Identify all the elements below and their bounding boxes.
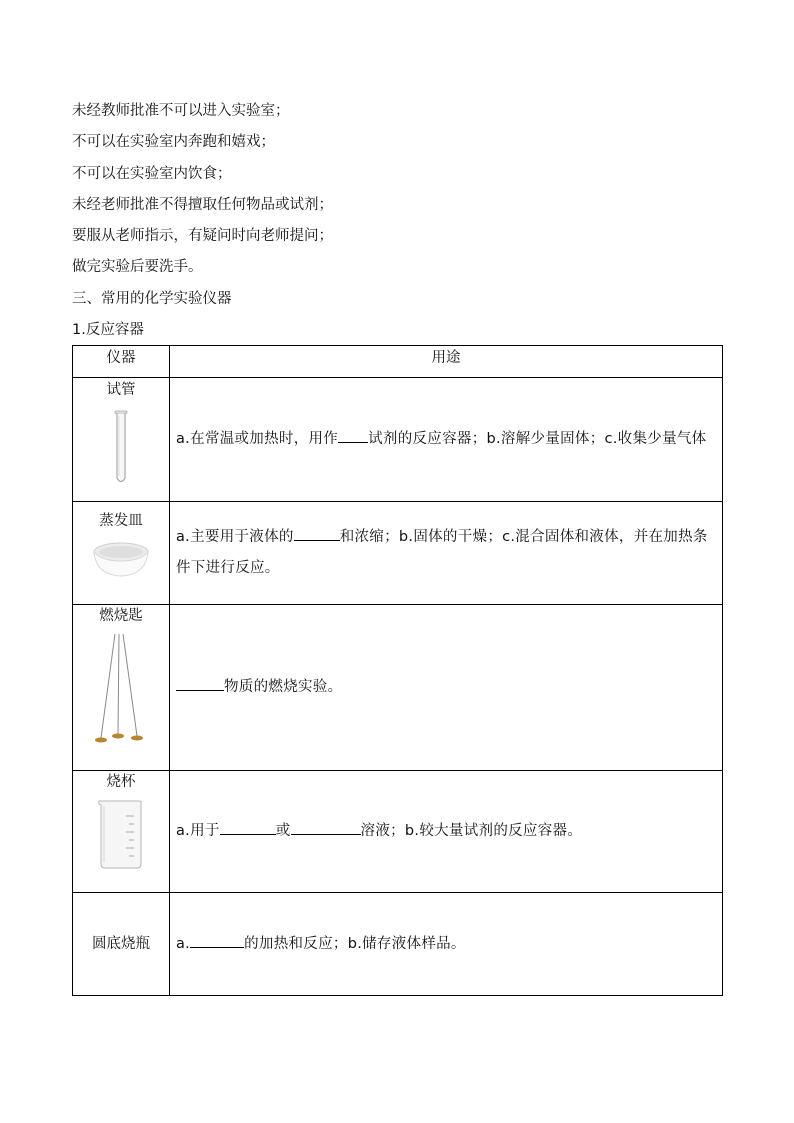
table-row [73, 771, 723, 893]
table-row [73, 378, 723, 502]
usage-text: 试剂的反应容器；b.溶解少量固体；c.收集少量气体 [368, 431, 707, 447]
instrument-cell [73, 605, 170, 771]
fill-blank [176, 674, 224, 691]
usage-text: a.主要用于液体的 [176, 529, 294, 545]
rule-line: 未经老师批准不得擅取任何物品或试剂； [72, 196, 333, 213]
header-usage: 用途 [170, 346, 723, 378]
section-title: 三、常用的化学实验仪器 [72, 291, 232, 307]
test-tube-icon [111, 410, 131, 486]
rule-line: 不可以在实验室内饮食； [72, 165, 232, 182]
usage-cell [170, 893, 723, 996]
fill-blank [190, 931, 244, 948]
table-header-row [73, 346, 723, 378]
instrument-name: 圆底烧瓶 [92, 936, 150, 952]
instrument-name: 蒸发皿 [99, 513, 143, 529]
evaporating-dish-icon [92, 539, 150, 579]
usage-cell [170, 605, 723, 771]
instrument-name: 烧杯 [106, 774, 136, 790]
table-row [73, 605, 723, 771]
lab-rules-list [72, 96, 333, 284]
fill-blank [220, 818, 276, 835]
reaction-vessels-table [72, 345, 723, 996]
combustion-spoon-icon [91, 632, 151, 752]
usage-text: 或 [275, 823, 291, 839]
usage-text: 和浓缩；b.固体的干燥；c.混合固体和液体，并在加热条件下进行反应。 [176, 529, 708, 576]
usage-text: a.用于 [176, 823, 220, 839]
instrument-cell [73, 893, 170, 996]
table-row [73, 502, 723, 605]
instrument-cell [73, 378, 170, 502]
table-row [73, 893, 723, 996]
header-instrument: 仪器 [73, 346, 170, 378]
rule-line: 要服从老师指示，有疑问时向老师提问； [72, 228, 333, 245]
fill-blank [291, 818, 361, 835]
instrument-name: 燃烧匙 [99, 608, 143, 624]
beaker-icon [96, 798, 146, 870]
usage-text: 物质的燃烧实验。 [224, 679, 343, 695]
sub-title: 1.反应容器 [72, 322, 144, 338]
usage-text: 的加热和反应；b.储存液体样品。 [244, 935, 466, 952]
rule-line: 做完实验后要洗手。 [72, 259, 203, 276]
rule-line: 未经教师批准不可以进入实验室； [72, 103, 290, 119]
usage-cell [170, 378, 723, 502]
usage-text: 溶液；b.较大量试剂的反应容器。 [360, 823, 583, 839]
usage-cell [170, 771, 723, 893]
instrument-cell [73, 771, 170, 893]
fill-blank [294, 524, 340, 541]
rule-line: 不可以在实验室内奔跑和嬉戏； [72, 134, 275, 151]
usage-cell [170, 502, 723, 605]
instrument-cell [73, 502, 170, 605]
usage-text: a. [176, 935, 191, 952]
fill-blank [338, 426, 368, 443]
instrument-name: 试管 [106, 382, 136, 398]
usage-text: a.在常温或加热时，用作 [176, 431, 339, 447]
